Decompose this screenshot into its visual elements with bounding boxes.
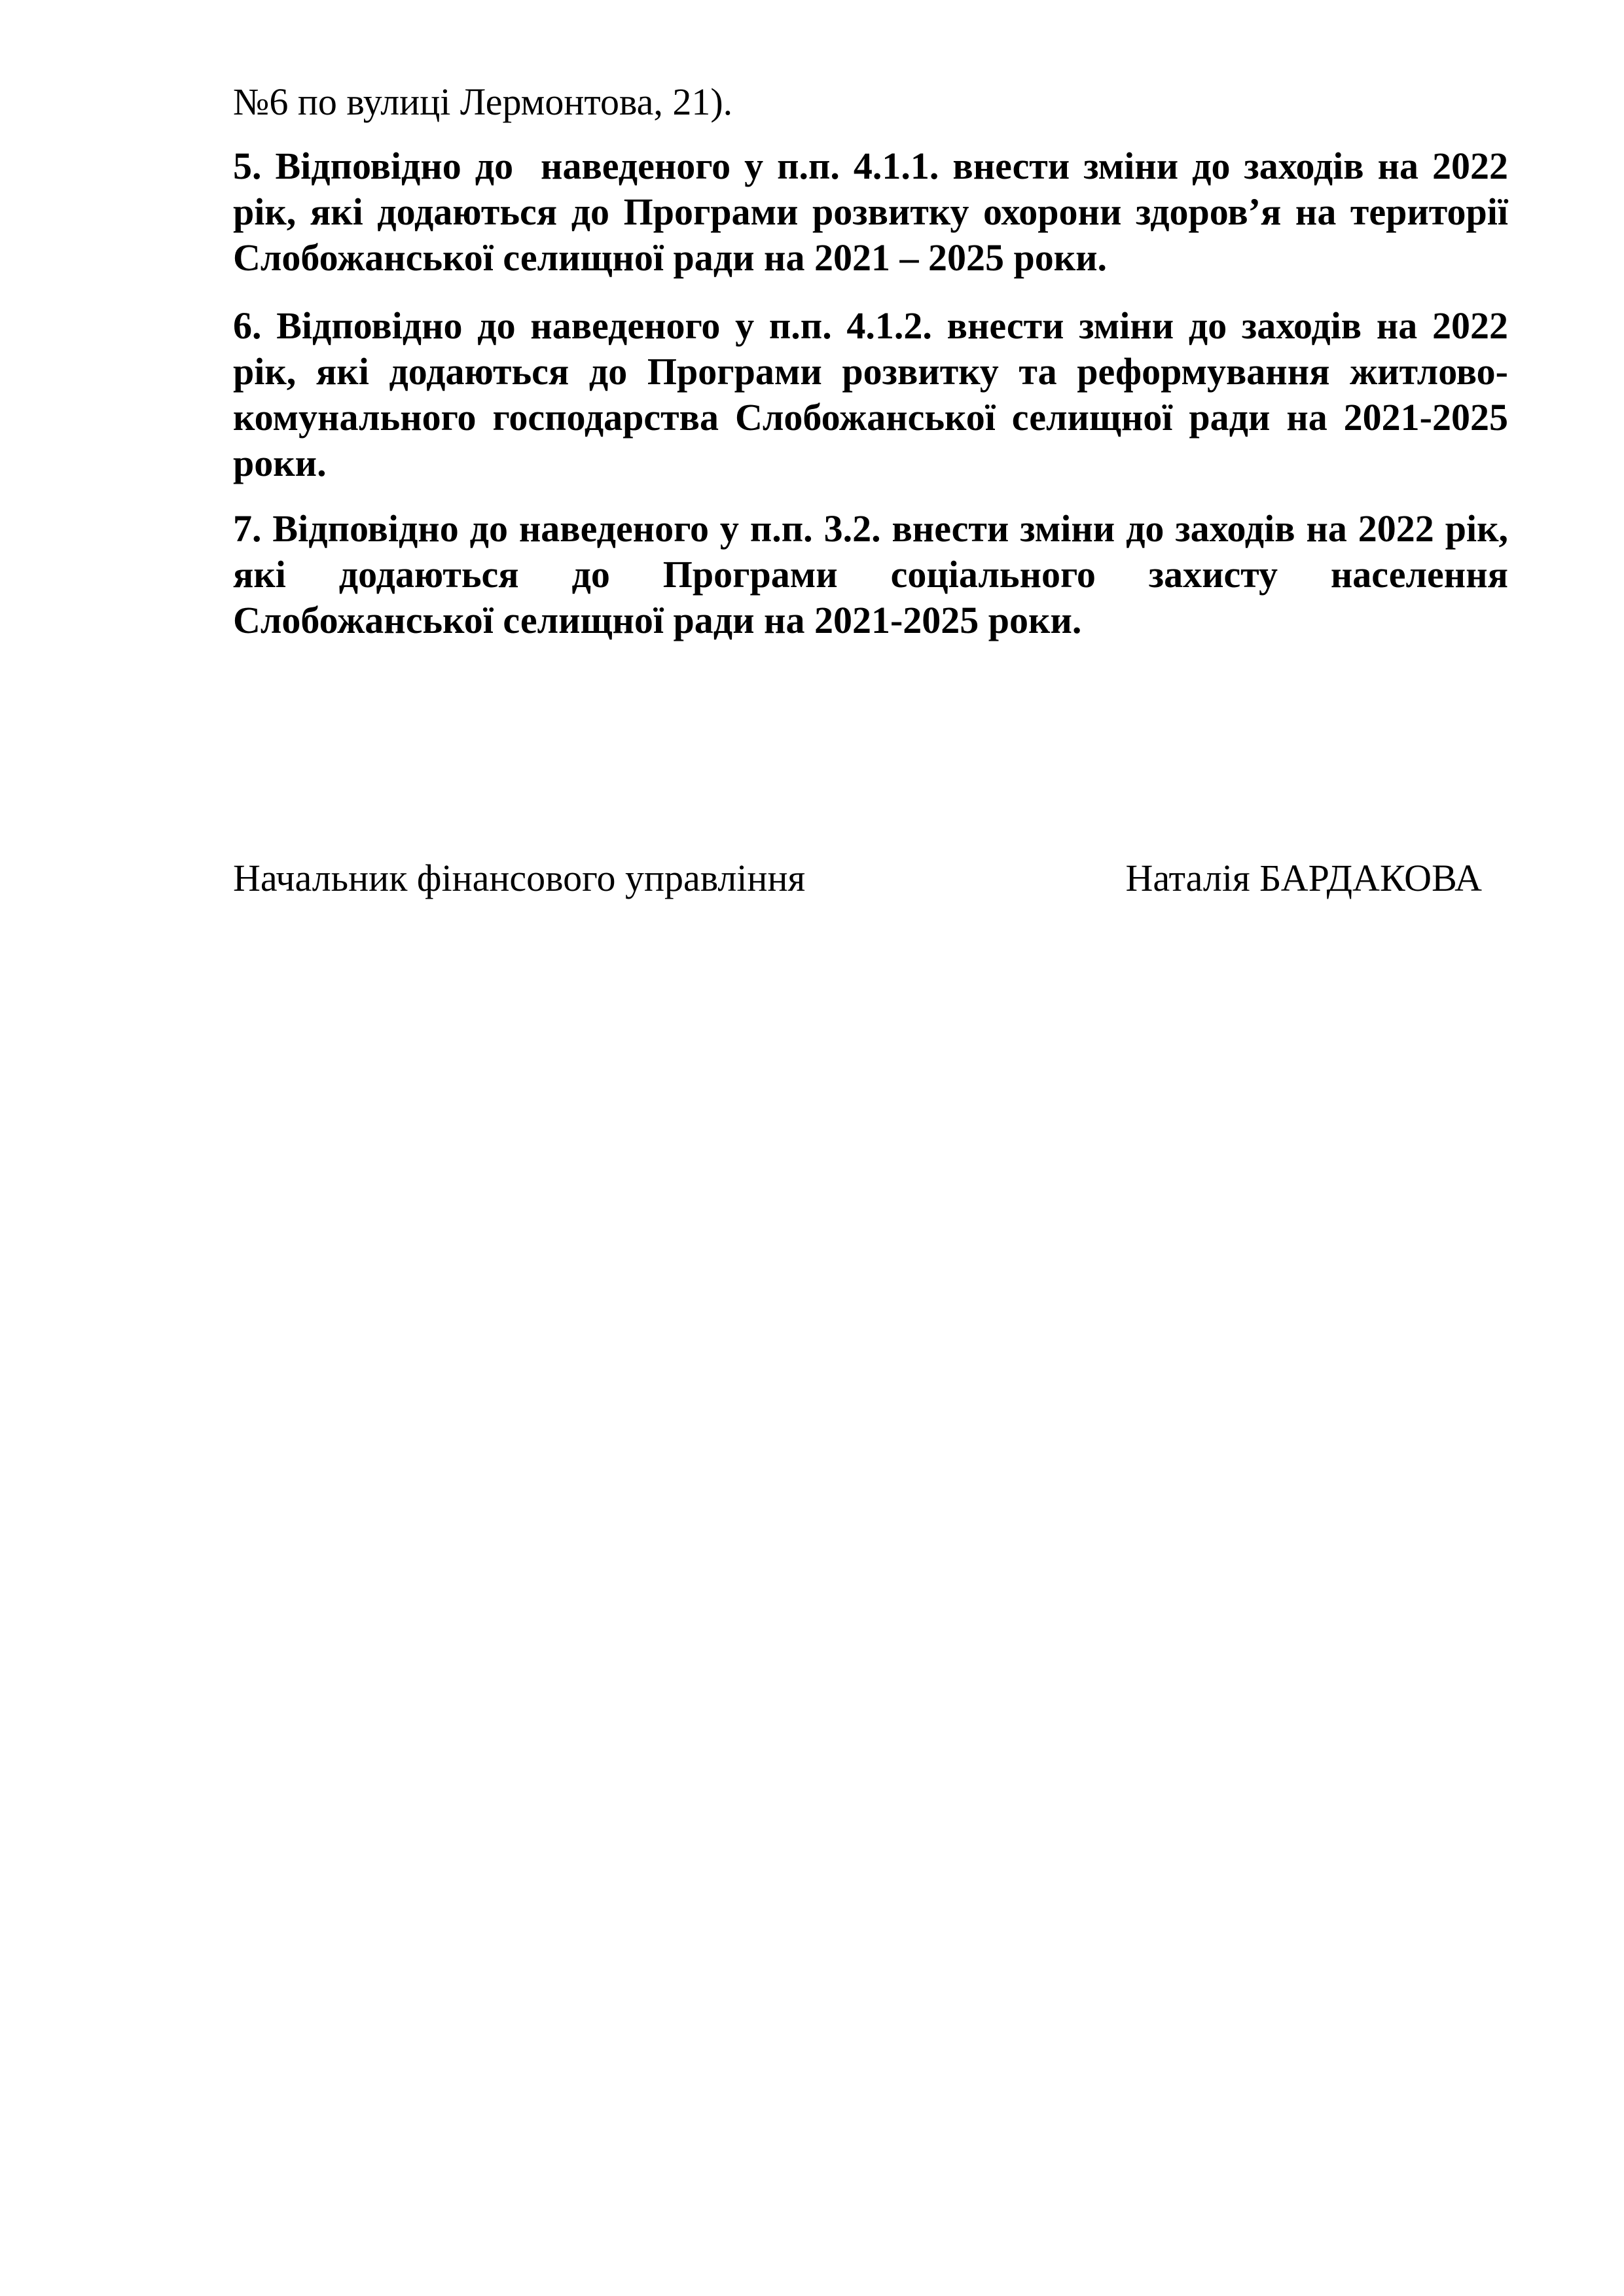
paragraph-5-line-3: Слобожанської селищної ради на 2021 – 2025 роки.: [233, 236, 1108, 279]
signature-row: [233, 855, 1508, 901]
signature-name: Наталія БАРДАКОВА: [1125, 857, 1482, 899]
paragraph-5: [233, 143, 1508, 281]
paragraph-6-line-3: комунального господарства Слобожанської селищної ради на 2021-2025: [233, 396, 1508, 439]
paragraph-5-line-2: рік, які додаються до Програми розвитку охорони здоров’я на території: [233, 190, 1508, 233]
paragraph-6-line-4: роки.: [233, 442, 327, 484]
paragraph-6-line-1: 6. Відповідно до наведеного у п.п. 4.1.2. внести зміни до заходів на 2022: [233, 304, 1508, 347]
paragraph-6: [233, 303, 1508, 486]
paragraph-7-line-3: Слобожанської селищної ради на 2021-2025 роки.: [233, 599, 1082, 641]
paragraph-7-line-1: 7. Відповідно до наведеного у п.п. 3.2. внести зміни до заходів на 2022 рік,: [233, 507, 1508, 550]
intro-line: №6 по вулиці Лермонтова, 21).: [233, 81, 733, 123]
paragraph-5-line-1: 5. Відповідно до наведеного у п.п. 4.1.1. внести зміни до заходів на 2022: [233, 145, 1508, 187]
paragraph-7-line-2: які додаються до Програми соціального захисту населення: [233, 553, 1508, 596]
paragraph-7: [233, 506, 1508, 643]
signature-position: Начальник фінансового управління: [233, 857, 806, 899]
paragraph-6-line-2: рік, які додаються до Програми розвитку та реформування житлово-: [233, 350, 1508, 393]
